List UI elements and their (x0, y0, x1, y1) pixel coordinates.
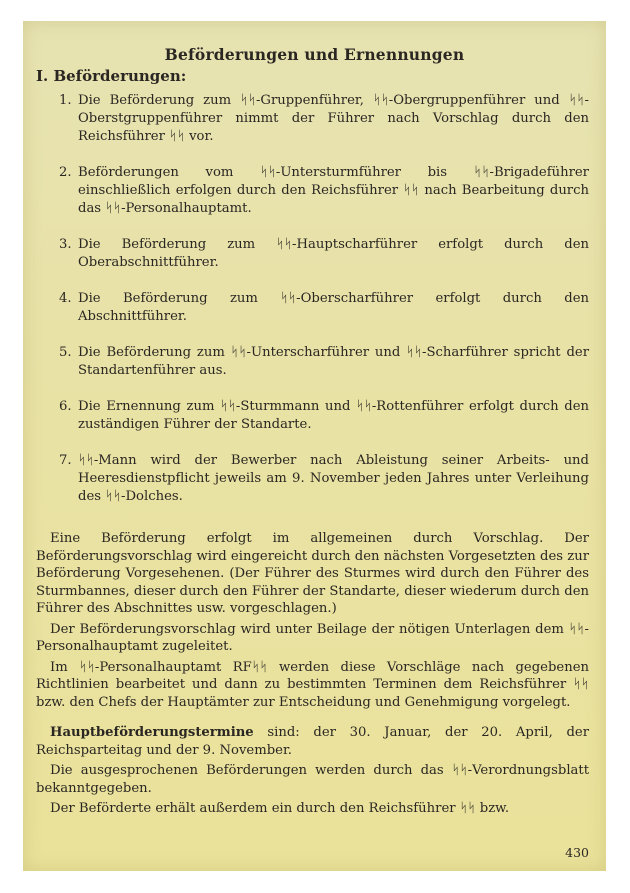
book-page (23, 21, 606, 871)
list-item-text: Die Beförderung zum ᛋᛋ-Gruppenführer, ᛋᛋ-Obergruppenführer und ᛋᛋ-Oberstgruppenführer nimmt der Führer nach Vorschlag durch den Reichsführer ᛋᛋ vor. (78, 93, 589, 144)
list-item-text: Die Beförderung zum ᛋᛋ-Oberscharführer erfolgt durch den Abschnittführer. (78, 291, 589, 324)
list-item (59, 236, 589, 272)
termine-heading: Hauptbeförderungstermine (50, 725, 254, 740)
list-item-number: 4. (59, 291, 72, 306)
list-item-number: 2. (59, 165, 72, 180)
list-item-text: Die Ernennung zum ᛋᛋ-Sturmmann und ᛋᛋ-Rottenführer erfolgt durch den zuständigen Führer der Standarte. (78, 399, 589, 432)
paragraph-termine (36, 724, 589, 759)
section-heading: I. Beförderungen: (36, 67, 187, 85)
paragraph: Der Beförderte erhält außerdem ein durch den Reichsführer ᛋᛋ bzw. (50, 801, 510, 816)
list-item-text: Die Beförderung zum ᛋᛋ-Unterscharführer und ᛋᛋ-Scharführer spricht der Standartenführer aus. (78, 345, 589, 378)
list-item (59, 452, 589, 506)
list-item-number: 1. (59, 93, 72, 108)
list-item-text: Beförderungen vom ᛋᛋ-Untersturmführer bis ᛋᛋ-Brigadeführer einschließlich erfolgen durch den Reichsführer ᛋᛋ nach Bearbeitung durch das ᛋᛋ-Personalhauptamt. (78, 165, 589, 216)
list-item (59, 290, 589, 326)
list-item-number: 6. (59, 399, 72, 414)
list-item-text: ᛋᛋ-Mann wird der Bewerber nach Ableistung seiner Arbeits- und Heeresdienstpflicht jeweils am 9. November jeden Jahres unter Verleihung des ᛋᛋ-Dolches. (78, 453, 589, 504)
list-item (59, 164, 589, 218)
paragraph: Die ausgesprochenen Beförderungen werden durch das ᛋᛋ-Verordnungsblatt bekanntgegeben. (36, 763, 589, 796)
list-item-number: 7. (59, 453, 72, 468)
body-paragraphs (36, 530, 589, 818)
page-number: 430 (565, 845, 589, 860)
list-item (59, 344, 589, 380)
numbered-list (59, 92, 589, 506)
termine-text: sind: der 30. Januar, der 20. April, der Reichsparteitag und der 9. November. (36, 725, 589, 758)
page-title: Beförderungen und Ernennungen (164, 45, 465, 64)
list-item-text: Die Beförderung zum ᛋᛋ-Hauptscharführer erfolgt durch den Oberabschnittführer. (78, 237, 589, 270)
list-item (59, 92, 589, 146)
list-item (59, 398, 589, 434)
paragraph: Eine Beförderung erfolgt im allgemeinen durch Vorschlag. Der Beförderungsvorschlag wird eingereicht durch den nächsten Vorgesetzten des zur Beförderung Vorgesehenen. (Der Führer des Sturmes wird durch den Führer des Sturmbannes, dieser durch den Führer der Standarte, dieser wiederum durch den Führer des Abschnittes usw. vorgeschlagen.) (36, 531, 589, 616)
paragraph: Im ᛋᛋ-Personalhauptamt RFᛋᛋ werden diese Vorschläge nach gegebenen Richtlinien bearbeitet und dann zu bestimmten Terminen dem Reichsführer ᛋᛋ bzw. den Chefs der Hauptämter zur Entscheidung und Genehmigung vorgelegt. (36, 659, 589, 710)
paragraph: Der Beförderungsvorschlag wird unter Beilage der nötigen Unterlagen dem ᛋᛋ-Personalhauptamt zugeleitet. (36, 621, 589, 654)
list-item-number: 3. (59, 237, 72, 252)
list-item-number: 5. (59, 345, 72, 360)
